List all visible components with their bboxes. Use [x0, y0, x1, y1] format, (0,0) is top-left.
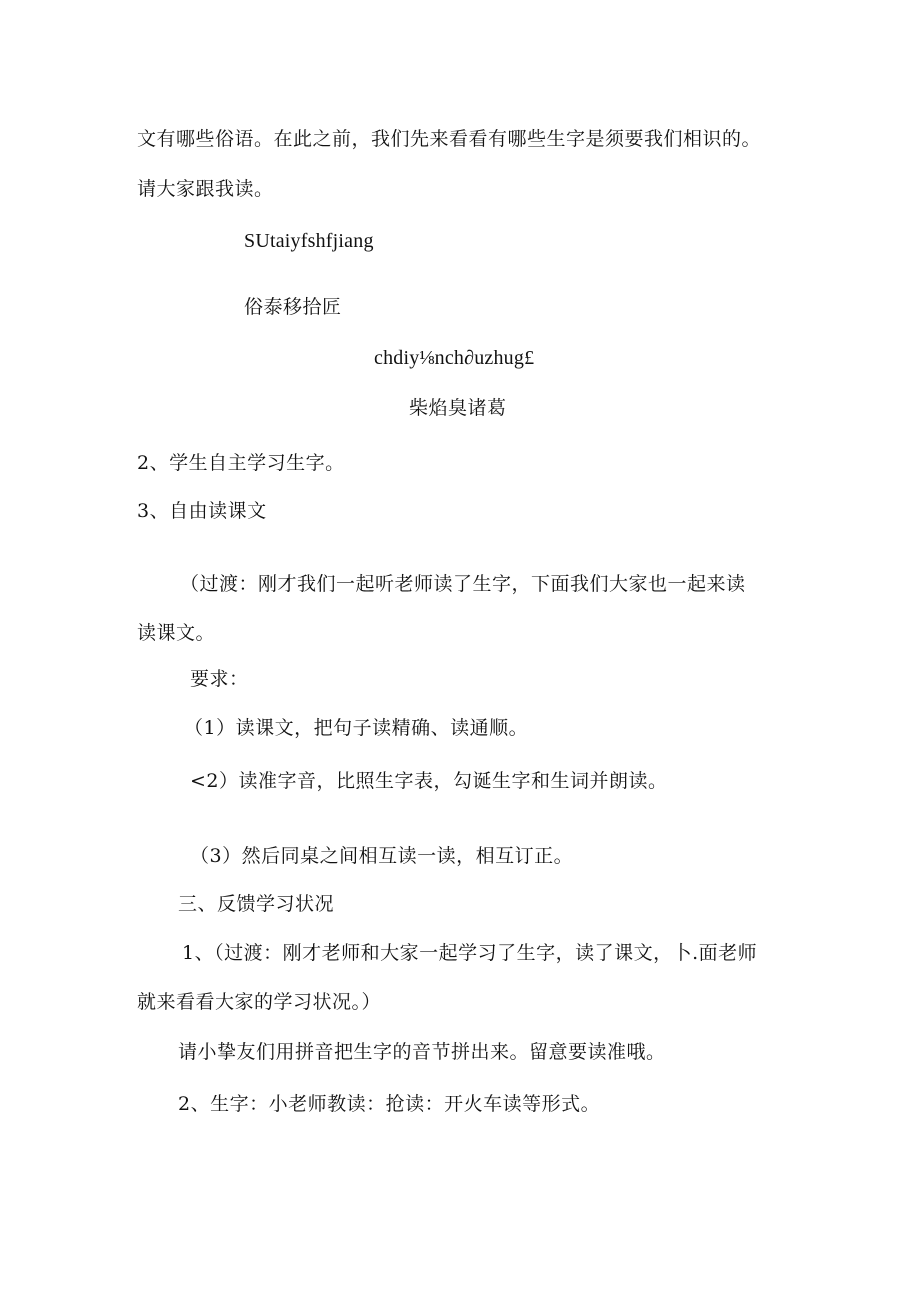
- paragraph-line: 1、（过渡：刚才老师和大家一起学习了生字，读了课文，卜.面老师: [182, 942, 758, 964]
- section-heading: 三、反馈学习状况: [178, 893, 335, 915]
- pinyin-line: SUtaiyfshfjiang: [244, 230, 374, 252]
- section-heading: 2、学生自主学习生字。: [137, 452, 345, 474]
- paragraph-line: 文有哪些俗语。在此之前，我们先来看看有哪些生字是须要我们相识的。: [137, 128, 762, 150]
- paragraph-line: 请大家跟我读。: [137, 178, 274, 200]
- paragraph-line: 就来看看大家的学习状况。）: [137, 991, 382, 1013]
- paragraph-line: （过渡：刚才我们一起听老师读了生字，下面我们大家也一起来读: [180, 573, 746, 595]
- list-item: （3）然后同桌之间相互读一读，相互订正。: [190, 845, 574, 867]
- paragraph-line: 请小挚友们用拼音把生字的音节拼出来。留意要读准哦。: [178, 1041, 666, 1063]
- paragraph-line: 要求：: [190, 668, 249, 690]
- paragraph-line: 2、生字：小老师教读：抢读：开火车读等形式。: [178, 1093, 601, 1115]
- characters-line: 俗泰移拾匠: [244, 296, 342, 318]
- section-heading: 3、自由读课文: [137, 500, 267, 522]
- characters-line: 柴焰臭诸葛: [409, 397, 507, 419]
- list-item: （1）读课文，把句子读精确、读通顺。: [184, 717, 529, 739]
- pinyin-line: chdiy⅛nch∂uzhug£: [374, 347, 535, 369]
- paragraph-line: 读课文。: [137, 622, 216, 644]
- list-item: <2）读准字音，比照生字表，勾诞生字和生词并朗读。: [190, 770, 668, 792]
